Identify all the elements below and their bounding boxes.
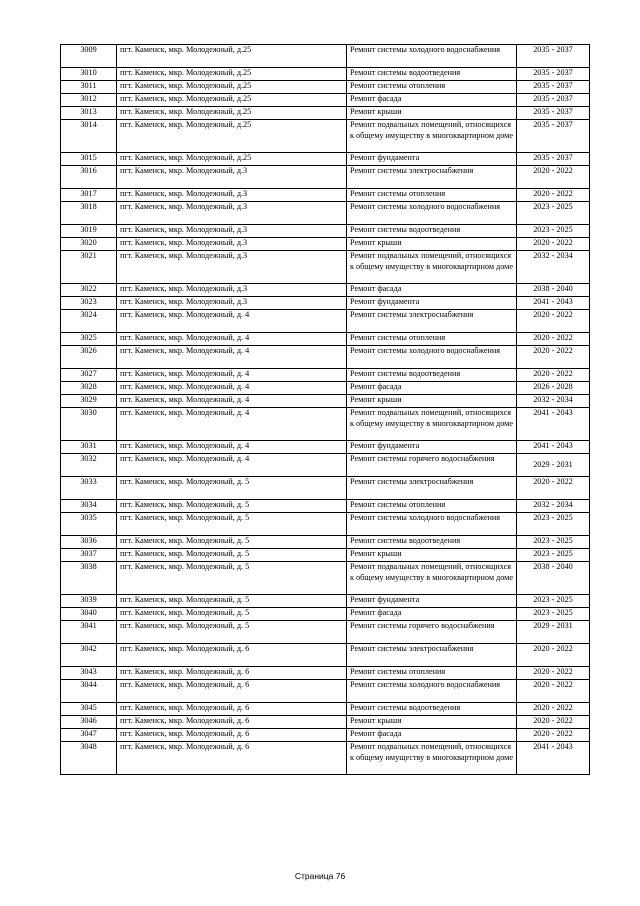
row-years: 2038 - 2040: [517, 284, 590, 297]
row-number: 3026: [61, 346, 117, 369]
row-years: 2023 - 2025: [517, 549, 590, 562]
row-years: 2020 - 2022: [517, 716, 590, 729]
row-years: 2023 - 2025: [517, 225, 590, 238]
row-work-type: Ремонт фасада: [347, 729, 517, 742]
row-work-type: Ремонт фундамента: [347, 153, 517, 166]
row-years: 2032 - 2034: [517, 395, 590, 408]
table-row: [61, 45, 590, 68]
row-number: 3045: [61, 703, 117, 716]
row-address: пгт. Каменск, мкр. Молодежный, д.25: [117, 81, 347, 94]
row-years: 2035 - 2037: [517, 153, 590, 166]
row-address: пгт. Каменск, мкр. Молодежный, д.25: [117, 153, 347, 166]
table-row: [61, 500, 590, 513]
row-address: пгт. Каменск, мкр. Молодежный, д.3: [117, 297, 347, 310]
row-work-type: Ремонт фасада: [347, 608, 517, 621]
row-address: пгт. Каменск, мкр. Молодежный, д. 4: [117, 369, 347, 382]
table-row: [61, 333, 590, 346]
row-address: пгт. Каменск, мкр. Молодежный, д. 6: [117, 716, 347, 729]
row-number: 3044: [61, 680, 117, 703]
row-number: 3035: [61, 513, 117, 536]
row-number: 3024: [61, 310, 117, 333]
row-address: пгт. Каменск, мкр. Молодежный, д.3: [117, 284, 347, 297]
row-address: пгт. Каменск, мкр. Молодежный, д.3: [117, 189, 347, 202]
row-address: пгт. Каменск, мкр. Молодежный, д. 4: [117, 441, 347, 454]
table-row: [61, 716, 590, 729]
table-row: [61, 382, 590, 395]
table-row: [61, 729, 590, 742]
row-number: 3027: [61, 369, 117, 382]
table-row: [61, 742, 590, 775]
table-row: [61, 454, 590, 477]
table-row: [61, 284, 590, 297]
row-work-type: Ремонт системы водоотведения: [347, 225, 517, 238]
row-work-type: Ремонт системы отопления: [347, 333, 517, 346]
row-years: 2020 - 2022: [517, 310, 590, 333]
row-years: 2023 - 2025: [517, 513, 590, 536]
row-address: пгт. Каменск, мкр. Молодежный, д. 5: [117, 536, 347, 549]
row-work-type: Ремонт системы отопления: [347, 667, 517, 680]
table-row: [61, 408, 590, 441]
table-row: [61, 562, 590, 595]
table-row: [61, 120, 590, 153]
row-number: 3014: [61, 120, 117, 153]
table-row: [61, 153, 590, 166]
row-number: 3030: [61, 408, 117, 441]
row-address: пгт. Каменск, мкр. Молодежный, д. 4: [117, 408, 347, 441]
row-address: пгт. Каменск, мкр. Молодежный, д.25: [117, 94, 347, 107]
table-row: [61, 166, 590, 189]
table-row: [61, 189, 590, 202]
row-number: 3041: [61, 621, 117, 644]
row-work-type: Ремонт системы водоотведения: [347, 369, 517, 382]
row-address: пгт. Каменск, мкр. Молодежный, д. 5: [117, 562, 347, 595]
row-work-type: Ремонт крыши: [347, 549, 517, 562]
row-years: 2023 - 2025: [517, 608, 590, 621]
row-number: 3032: [61, 454, 117, 477]
row-address: пгт. Каменск, мкр. Молодежный, д.3: [117, 225, 347, 238]
row-years: 2020 - 2022: [517, 703, 590, 716]
page-number-label: Страница 76: [294, 871, 346, 881]
row-address: пгт. Каменск, мкр. Молодежный, д. 6: [117, 667, 347, 680]
row-address: пгт. Каменск, мкр. Молодежный, д.25: [117, 45, 347, 68]
row-address: пгт. Каменск, мкр. Молодежный, д.3: [117, 238, 347, 251]
row-years: 2020 - 2022: [517, 729, 590, 742]
row-work-type: Ремонт системы электроснабжения: [347, 477, 517, 500]
row-work-type: Ремонт системы холодного водоснабжения: [347, 513, 517, 536]
row-years: 2035 - 2037: [517, 94, 590, 107]
row-work-type: Ремонт фундамента: [347, 297, 517, 310]
table-row: [61, 549, 590, 562]
row-address: пгт. Каменск, мкр. Молодежный, д. 5: [117, 549, 347, 562]
row-number: 3048: [61, 742, 117, 775]
row-work-type: Ремонт подвальных помещений, относящихся к общему имуществу в многоквартирном доме: [347, 742, 517, 775]
row-years: 2020 - 2022: [517, 333, 590, 346]
table-row: [61, 644, 590, 667]
row-number: 3033: [61, 477, 117, 500]
row-work-type: Ремонт подвальных помещений, относящихся к общему имуществу в многоквартирном доме: [347, 251, 517, 284]
row-number: 3039: [61, 595, 117, 608]
row-work-type: Ремонт системы горячего водоснабжения: [347, 454, 517, 477]
row-number: 3031: [61, 441, 117, 454]
table-row: [61, 297, 590, 310]
row-address: пгт. Каменск, мкр. Молодежный, д. 4: [117, 333, 347, 346]
table-row: [61, 703, 590, 716]
row-years: 2041 - 2043: [517, 441, 590, 454]
row-years: 2020 - 2022: [517, 189, 590, 202]
row-address: пгт. Каменск, мкр. Молодежный, д. 6: [117, 729, 347, 742]
row-years: 2023 - 2025: [517, 536, 590, 549]
table-row: [61, 667, 590, 680]
row-number: 3022: [61, 284, 117, 297]
row-work-type: Ремонт системы отопления: [347, 500, 517, 513]
row-work-type: Ремонт системы холодного водоснабжения: [347, 680, 517, 703]
table-row: [61, 251, 590, 284]
row-address: пгт. Каменск, мкр. Молодежный, д. 5: [117, 608, 347, 621]
table-row: [61, 68, 590, 81]
row-years: 2026 - 2028: [517, 382, 590, 395]
row-address: пгт. Каменск, мкр. Молодежный, д. 6: [117, 742, 347, 775]
table-row: [61, 346, 590, 369]
row-work-type: Ремонт системы холодного водоснабжения: [347, 45, 517, 68]
row-number: 3042: [61, 644, 117, 667]
row-years: 2020 - 2022: [517, 667, 590, 680]
row-number: 3010: [61, 68, 117, 81]
row-years: 2035 - 2037: [517, 68, 590, 81]
row-years: 2032 - 2034: [517, 500, 590, 513]
row-work-type: Ремонт системы водоотведения: [347, 536, 517, 549]
row-number: 3021: [61, 251, 117, 284]
row-address: пгт. Каменск, мкр. Молодежный, д. 5: [117, 500, 347, 513]
row-number: 3017: [61, 189, 117, 202]
row-number: 3047: [61, 729, 117, 742]
row-years: 2020 - 2022: [517, 166, 590, 189]
row-address: пгт. Каменск, мкр. Молодежный, д. 6: [117, 644, 347, 667]
row-years: 2020 - 2022: [517, 644, 590, 667]
row-work-type: Ремонт подвальных помещений, относящихся к общему имуществу в многоквартирном доме: [347, 120, 517, 153]
row-years: 2041 - 2043: [517, 297, 590, 310]
table-row: [61, 310, 590, 333]
row-work-type: Ремонт системы электроснабжения: [347, 166, 517, 189]
row-work-type: Ремонт фундамента: [347, 441, 517, 454]
row-work-type: Ремонт фасада: [347, 382, 517, 395]
row-work-type: Ремонт крыши: [347, 395, 517, 408]
row-work-type: Ремонт фасада: [347, 284, 517, 297]
table-row: [61, 369, 590, 382]
row-years: 2020 - 2022: [517, 477, 590, 500]
row-years: 2020 - 2022: [517, 346, 590, 369]
table-row: [61, 238, 590, 251]
row-number: 3018: [61, 202, 117, 225]
row-address: пгт. Каменск, мкр. Молодежный, д.25: [117, 107, 347, 120]
row-years: 2023 - 2025: [517, 202, 590, 225]
row-address: пгт. Каменск, мкр. Молодежный, д.25: [117, 120, 347, 153]
row-number: 3019: [61, 225, 117, 238]
row-number: 3011: [61, 81, 117, 94]
table-row: [61, 81, 590, 94]
row-work-type: Ремонт крыши: [347, 107, 517, 120]
table-row: [61, 441, 590, 454]
table-row: [61, 595, 590, 608]
row-years: 2035 - 2037: [517, 81, 590, 94]
table-row: [61, 513, 590, 536]
row-number: 3016: [61, 166, 117, 189]
row-address: пгт. Каменск, мкр. Молодежный, д. 5: [117, 595, 347, 608]
row-work-type: Ремонт системы холодного водоснабжения: [347, 346, 517, 369]
row-work-type: Ремонт фундамента: [347, 595, 517, 608]
row-address: пгт. Каменск, мкр. Молодежный, д.3: [117, 166, 347, 189]
row-address: пгт. Каменск, мкр. Молодежный, д. 4: [117, 310, 347, 333]
row-address: пгт. Каменск, мкр. Молодежный, д. 4: [117, 454, 347, 477]
row-work-type: Ремонт подвальных помещений, относящихся к общему имуществу в многоквартирном доме: [347, 562, 517, 595]
row-number: 3040: [61, 608, 117, 621]
row-number: 3029: [61, 395, 117, 408]
row-address: пгт. Каменск, мкр. Молодежный, д. 4: [117, 346, 347, 369]
row-number: 3028: [61, 382, 117, 395]
row-years: 2020 - 2022: [517, 680, 590, 703]
row-years: 2035 - 2037: [517, 120, 590, 153]
row-years: 2029 - 2031: [517, 621, 590, 644]
table-row: [61, 608, 590, 621]
table-row: [61, 94, 590, 107]
table-row: [61, 536, 590, 549]
row-work-type: Ремонт системы электроснабжения: [347, 644, 517, 667]
row-number: 3025: [61, 333, 117, 346]
row-number: 3013: [61, 107, 117, 120]
row-years: 2035 - 2037: [517, 45, 590, 68]
row-address: пгт. Каменск, мкр. Молодежный, д. 6: [117, 703, 347, 716]
row-address: пгт. Каменск, мкр. Молодежный, д.25: [117, 68, 347, 81]
row-number: 3046: [61, 716, 117, 729]
row-years: 2041 - 2043: [517, 408, 590, 441]
table-row: [61, 202, 590, 225]
row-years: 2029 - 2031: [517, 454, 590, 477]
row-years: 2032 - 2034: [517, 251, 590, 284]
row-address: пгт. Каменск, мкр. Молодежный, д. 4: [117, 382, 347, 395]
table-row: [61, 477, 590, 500]
page-footer: [0, 871, 640, 881]
row-years: 2020 - 2022: [517, 238, 590, 251]
table-row: [61, 107, 590, 120]
row-work-type: Ремонт системы электроснабжения: [347, 310, 517, 333]
row-number: 3038: [61, 562, 117, 595]
row-work-type: Ремонт крыши: [347, 716, 517, 729]
row-number: 3012: [61, 94, 117, 107]
row-years: 2023 - 2025: [517, 595, 590, 608]
row-number: 3015: [61, 153, 117, 166]
table-row: [61, 621, 590, 644]
works-table: [60, 44, 590, 775]
row-address: пгт. Каменск, мкр. Молодежный, д. 4: [117, 395, 347, 408]
row-work-type: Ремонт подвальных помещений, относящихся к общему имуществу в многоквартирном доме: [347, 408, 517, 441]
works-table-body: [61, 45, 590, 775]
row-address: пгт. Каменск, мкр. Молодежный, д.3: [117, 202, 347, 225]
table-row: [61, 680, 590, 703]
row-address: пгт. Каменск, мкр. Молодежный, д. 5: [117, 621, 347, 644]
row-work-type: Ремонт системы водоотведения: [347, 703, 517, 716]
row-number: 3037: [61, 549, 117, 562]
row-work-type: Ремонт системы отопления: [347, 81, 517, 94]
row-number: 3043: [61, 667, 117, 680]
row-years: 2041 - 2043: [517, 742, 590, 775]
row-address: пгт. Каменск, мкр. Молодежный, д. 5: [117, 513, 347, 536]
row-years: 2038 - 2040: [517, 562, 590, 595]
table-row: [61, 225, 590, 238]
row-number: 3036: [61, 536, 117, 549]
row-work-type: Ремонт системы горячего водоснабжения: [347, 621, 517, 644]
row-work-type: Ремонт фасада: [347, 94, 517, 107]
row-address: пгт. Каменск, мкр. Молодежный, д. 5: [117, 477, 347, 500]
row-work-type: Ремонт системы отопления: [347, 189, 517, 202]
row-number: 3020: [61, 238, 117, 251]
row-address: пгт. Каменск, мкр. Молодежный, д. 6: [117, 680, 347, 703]
row-years: 2035 - 2037: [517, 107, 590, 120]
row-work-type: Ремонт системы водоотведения: [347, 68, 517, 81]
row-number: 3023: [61, 297, 117, 310]
row-number: 3009: [61, 45, 117, 68]
row-address: пгт. Каменск, мкр. Молодежный, д.3: [117, 251, 347, 284]
row-work-type: Ремонт системы холодного водоснабжения: [347, 202, 517, 225]
row-years: 2020 - 2022: [517, 369, 590, 382]
row-number: 3034: [61, 500, 117, 513]
table-row: [61, 395, 590, 408]
row-work-type: Ремонт крыши: [347, 238, 517, 251]
